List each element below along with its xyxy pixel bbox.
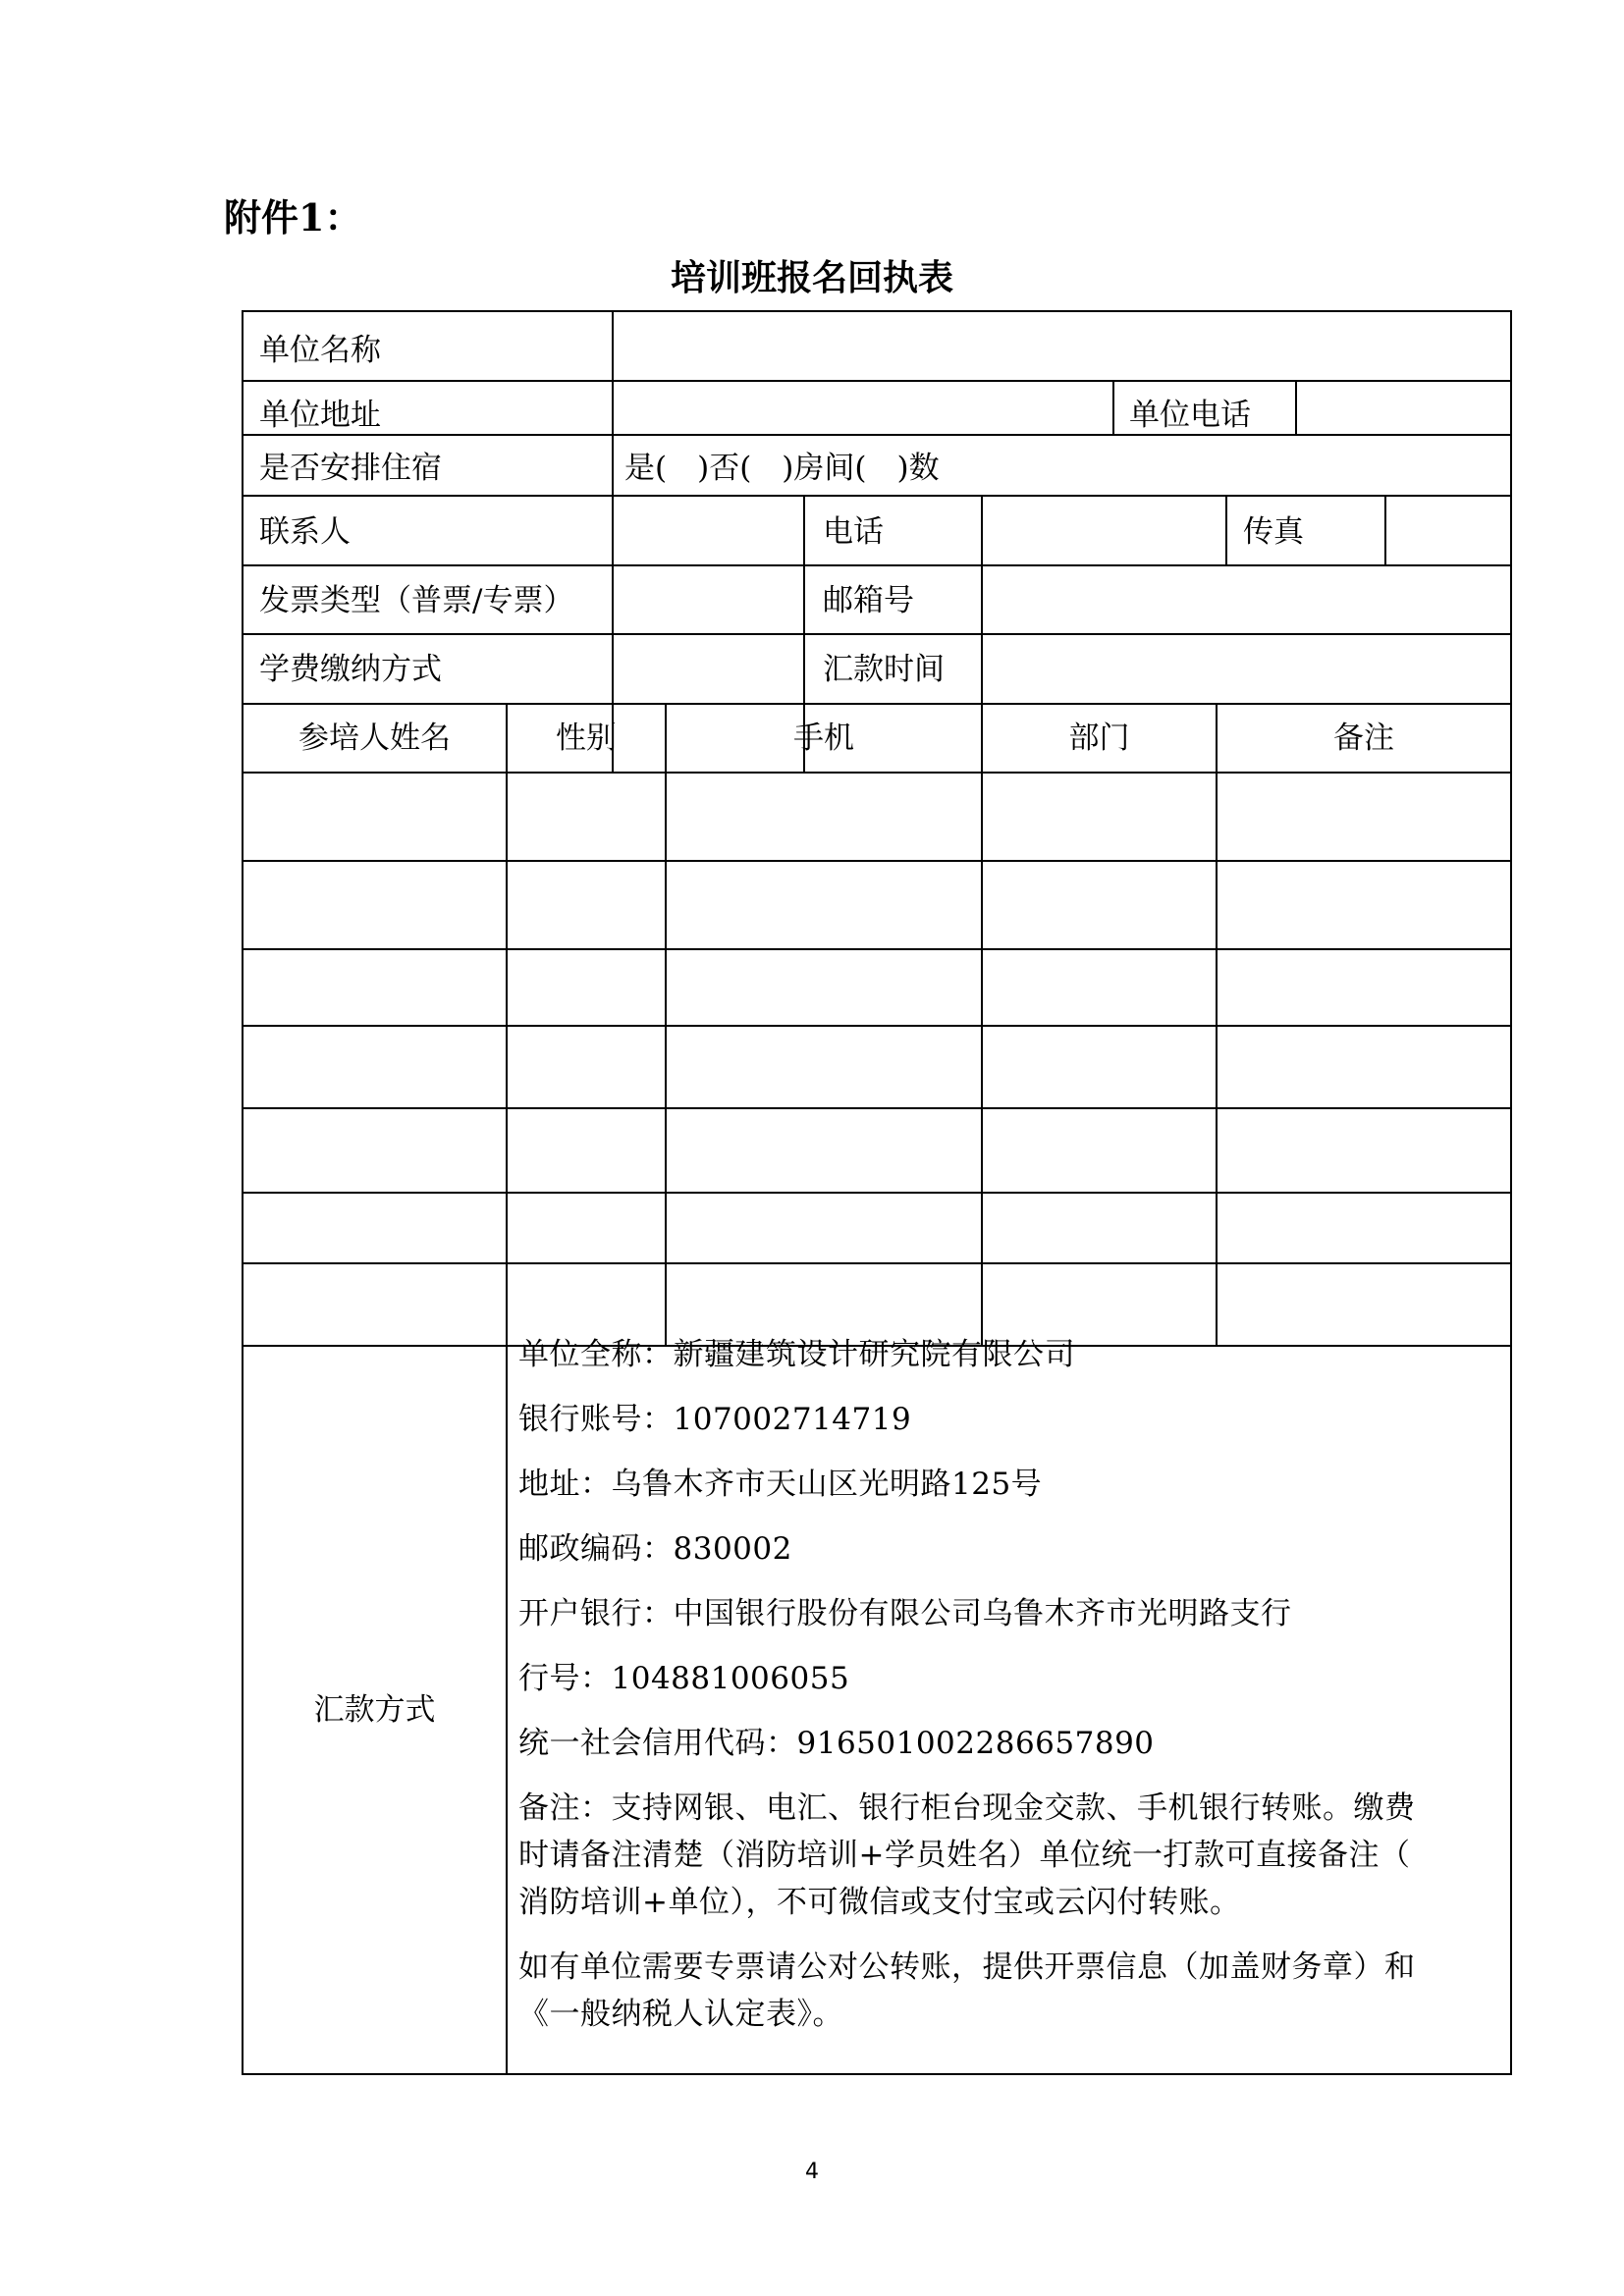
fax-label: 传真	[1243, 514, 1304, 550]
email-field[interactable]	[984, 566, 1508, 632]
remittance-label: 汇款方式	[313, 1692, 436, 1728]
fax-field[interactable]	[1387, 497, 1508, 563]
remit-time-label: 汇款时间	[823, 652, 945, 687]
remit-unit-fullname: 单位全称：新疆建筑设计研究院有限公司	[518, 1337, 1075, 1372]
header-department: 部门	[1068, 721, 1130, 756]
remit-postcode: 邮政编码：830002	[518, 1531, 792, 1567]
unit-address-field[interactable]	[615, 382, 1110, 433]
remit-bank-code: 行号：104881006055	[518, 1661, 850, 1696]
header-mobile: 手机	[793, 721, 854, 756]
header-name: 参培人姓名	[298, 721, 451, 756]
remit-bank: 开户银行：中国银行股份有限公司乌鲁木齐市光明路支行	[518, 1596, 1292, 1631]
invoice-type-label: 发票类型（普票/专票）	[259, 583, 574, 618]
remittance-details	[518, 1335, 1492, 2034]
lodging-options[interactable]: 是( )否( )房间( )数	[624, 451, 940, 486]
remit-special-line: 如有单位需要专票请公对公转账，提供开票信息（加盖财务章）和	[518, 1949, 1416, 1985]
unit-name-label: 单位名称	[259, 333, 381, 368]
attachment-label: 附件1：	[224, 195, 362, 240]
remit-credit-code: 统一社会信用代码：916501002286657890	[518, 1726, 1155, 1761]
remit-note-line: 备注：支持网银、电汇、银行柜台现金交款、手机银行转账。缴费	[518, 1790, 1416, 1826]
remit-time-field[interactable]	[984, 635, 1508, 702]
unit-phone-field[interactable]	[1298, 382, 1508, 433]
participant-row[interactable]	[244, 1194, 1510, 1261]
remit-note-line: 消防培训+单位），不可微信或支付宝或云闪付转账。	[518, 1885, 1241, 1920]
payment-method-label: 学费缴纳方式	[259, 652, 442, 687]
remit-address: 地址：乌鲁木齐市天山区光明路125号	[518, 1467, 1043, 1502]
unit-name-field[interactable]	[615, 312, 1508, 379]
contact-field[interactable]	[615, 497, 801, 563]
payment-method-field[interactable]	[615, 635, 801, 702]
unit-address-label: 单位地址	[259, 398, 381, 433]
form-title: 培训班报名回执表	[670, 257, 953, 298]
participant-row[interactable]	[244, 950, 1510, 1024]
participant-row[interactable]	[244, 1264, 1510, 1344]
participant-row[interactable]	[244, 862, 1510, 947]
unit-phone-label: 单位电话	[1129, 398, 1251, 433]
lodging-label: 是否安排住宿	[259, 451, 442, 486]
header-gender: 性别	[556, 721, 617, 756]
invoice-type-field[interactable]	[615, 566, 801, 632]
participant-row[interactable]	[244, 1027, 1510, 1106]
remit-bank-account: 银行账号：107002714719	[518, 1402, 912, 1437]
contact-label: 联系人	[259, 514, 351, 550]
remit-note-line: 时请备注清楚（消防培训+学员姓名）单位统一打款可直接备注（	[518, 1838, 1411, 1873]
phone-label: 电话	[823, 514, 884, 550]
participant-row[interactable]	[244, 774, 1510, 859]
remit-special-line: 《一般纳税人认定表》。	[518, 1997, 843, 2032]
phone-field[interactable]	[984, 497, 1223, 563]
header-remarks: 备注	[1333, 721, 1394, 756]
page-number: 4	[805, 2160, 819, 2184]
email-label: 邮箱号	[823, 583, 914, 618]
participant-row[interactable]	[244, 1109, 1510, 1191]
